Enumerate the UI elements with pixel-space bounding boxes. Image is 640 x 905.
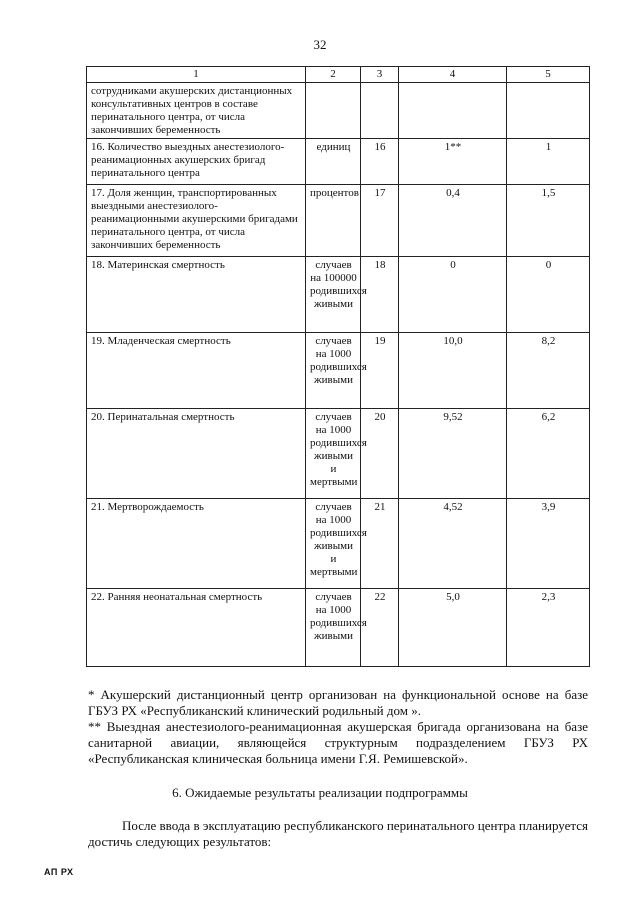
indicator-name: 18. Материнская смертность	[87, 257, 306, 333]
body-paragraph: После ввода в эксплуатацию республиканского перинатального центра планируется достичь следующих результатов:	[88, 818, 588, 849]
indicator-name: 17. Доля женщин, транспортированных выездными анестезиолого-реанимационными акушерскими бригадами перинатального центра, от числа закончивших беременность	[87, 185, 306, 257]
indicator-number: 22	[361, 589, 399, 667]
table-row	[87, 409, 590, 499]
table-row	[87, 83, 590, 139]
indicator-value-2: 0	[507, 257, 590, 333]
indicator-number	[361, 83, 399, 139]
column-header: 1	[87, 67, 306, 83]
indicator-value-2	[507, 83, 590, 139]
table-row	[87, 333, 590, 409]
indicator-unit: случаев на 1000 родившихся живыми	[306, 333, 361, 409]
indicator-unit: случаев на 1000 родившихся живыми	[306, 589, 361, 667]
indicator-value-1: 0,4	[399, 185, 507, 257]
table-row	[87, 589, 590, 667]
indicator-name: 22. Ранняя неонатальная смертность	[87, 589, 306, 667]
indicator-unit: случаев на 1000 родившихся живыми и мертвыми	[306, 499, 361, 589]
page-number: 32	[313, 37, 327, 52]
footnote-double-asterisk: ** Выездная анестезиолого-реанимационная акушерская бригада организована на базе санитарной авиации, являющейся структурным подразделением ГБУЗ РХ «Республиканская клиническая больница имени Г.Я. Ремишевской».	[88, 719, 588, 766]
column-header: 2	[306, 67, 361, 83]
indicator-value-1: 4,52	[399, 499, 507, 589]
indicator-unit	[306, 83, 361, 139]
indicator-unit: случаев на 1000 родившихся живыми и мертвыми	[306, 409, 361, 499]
indicator-name: 20. Перинатальная смертность	[87, 409, 306, 499]
indicators-table	[86, 66, 590, 667]
indicator-value-2: 2,3	[507, 589, 590, 667]
table-row	[87, 257, 590, 333]
table-header-row	[87, 67, 590, 83]
indicator-value-2: 3,9	[507, 499, 590, 589]
indicator-number: 17	[361, 185, 399, 257]
indicator-name: 21. Мертворождаемость	[87, 499, 306, 589]
table-row	[87, 499, 590, 589]
indicator-number: 16	[361, 139, 399, 185]
indicator-name: 19. Младенческая смертность	[87, 333, 306, 409]
indicator-value-1: 9,52	[399, 409, 507, 499]
section-title: 6. Ожидаемые результаты реализации подпрограммы	[172, 785, 468, 800]
indicator-value-2: 8,2	[507, 333, 590, 409]
indicator-number: 21	[361, 499, 399, 589]
indicator-value-2: 6,2	[507, 409, 590, 499]
indicator-value-1	[399, 83, 507, 139]
indicator-name: 16. Количество выездных анестезиолого-реанимационных акушерских бригад перинатального центра	[87, 139, 306, 185]
indicator-value-2: 1,5	[507, 185, 590, 257]
table-row	[87, 185, 590, 257]
indicator-unit: процентов	[306, 185, 361, 257]
table-row	[87, 139, 590, 185]
column-header: 5	[507, 67, 590, 83]
indicator-number: 19	[361, 333, 399, 409]
indicator-value-1: 5,0	[399, 589, 507, 667]
column-header: 4	[399, 67, 507, 83]
indicator-value-1: 10,0	[399, 333, 507, 409]
indicator-value-2: 1	[507, 139, 590, 185]
indicator-number: 18	[361, 257, 399, 333]
indicator-name: сотрудниками акушерских дистанционных консультативных центров в составе перинатального центра, от числа закончивших беременность	[87, 83, 306, 139]
indicator-unit: единиц	[306, 139, 361, 185]
indicator-number: 20	[361, 409, 399, 499]
indicator-value-1: 1**	[399, 139, 507, 185]
column-header: 3	[361, 67, 399, 83]
document-stamp: АП РХ	[44, 867, 74, 877]
footnote-single-asterisk: * Акушерский дистанционный центр организован на функциональной основе на базе ГБУЗ РХ «Республиканский клинический родильный дом ».	[88, 687, 588, 718]
footnotes	[88, 687, 588, 767]
indicator-unit: случаев на 100000 родившихся живыми	[306, 257, 361, 333]
indicator-value-1: 0	[399, 257, 507, 333]
